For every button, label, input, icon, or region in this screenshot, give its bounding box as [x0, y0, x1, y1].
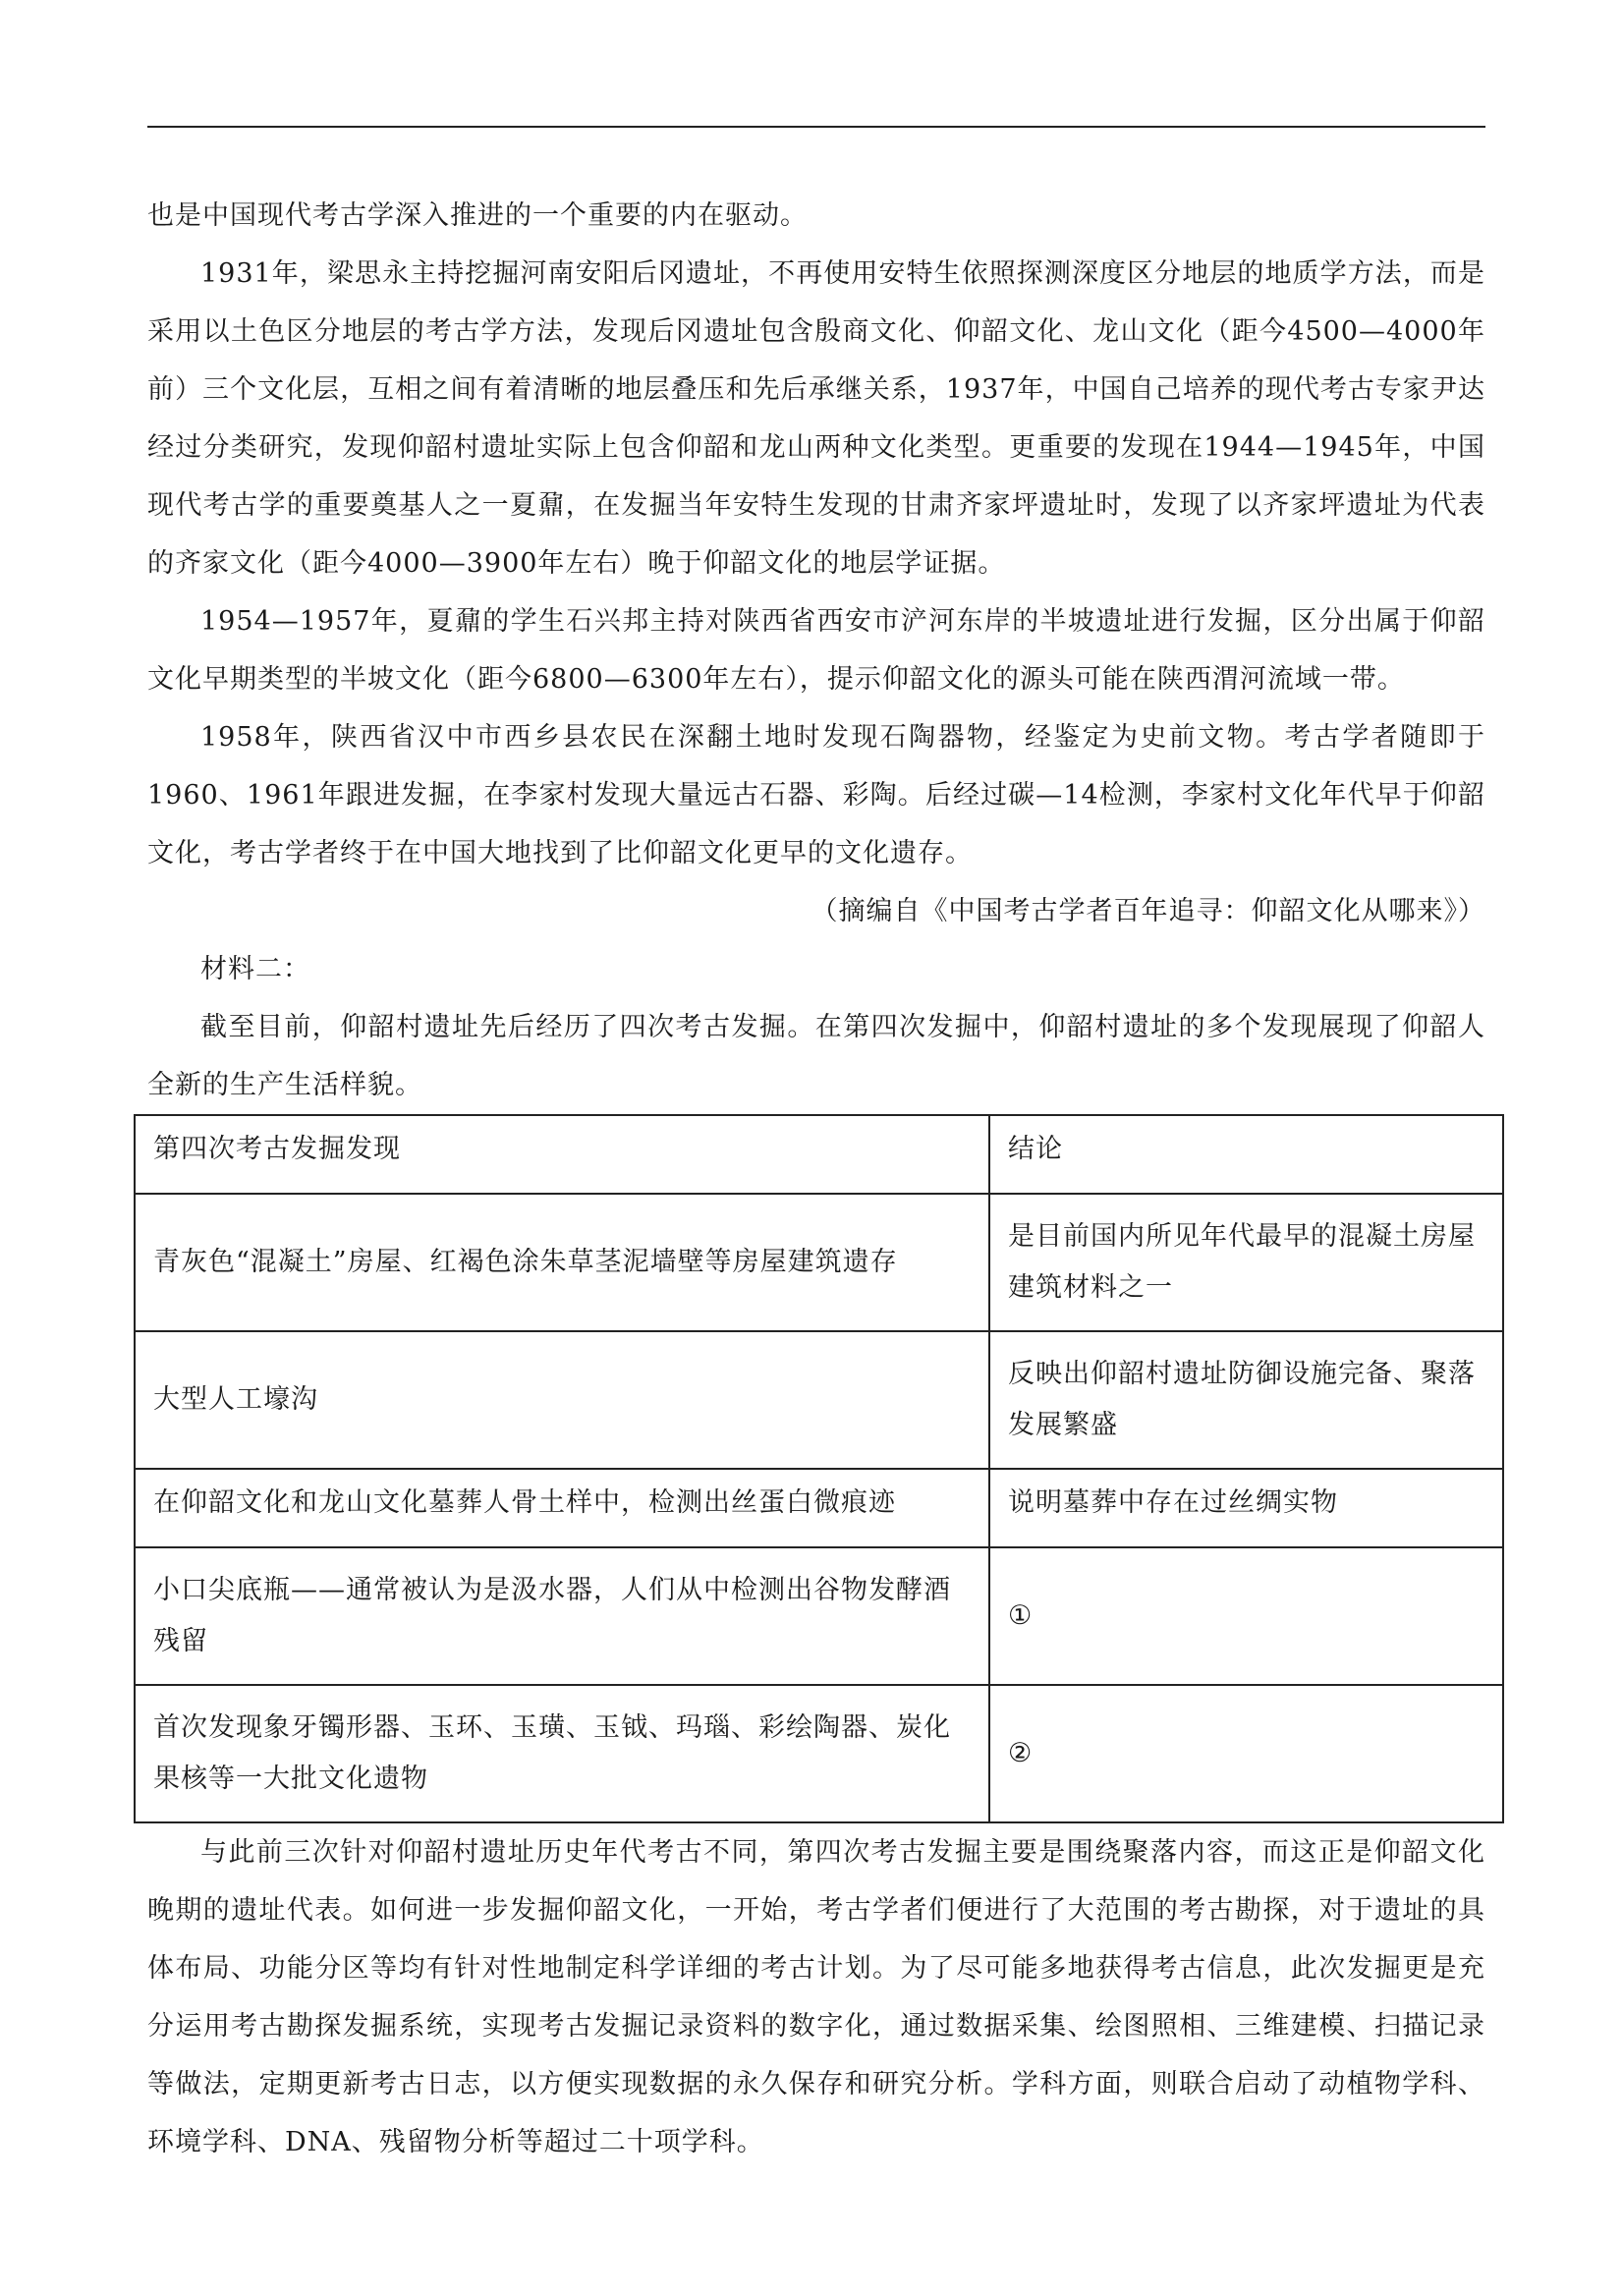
- table-cell-conclusion: 是目前国内所见年代最早的混凝土房屋建筑材料之一: [989, 1194, 1503, 1331]
- material2-label: 材料二：: [200, 954, 310, 984]
- table-row: [135, 1547, 1503, 1685]
- table-cell-finding: 大型人工壕沟: [135, 1331, 989, 1469]
- table-row: [135, 1469, 1503, 1547]
- table-cell-finding: 小口尖底瓶——通常被认为是汲水器，人们从中检测出谷物发酵酒残留: [135, 1547, 989, 1685]
- table-cell-conclusion: 说明墓葬中存在过丝绸实物: [989, 1469, 1503, 1547]
- table-row: [135, 1685, 1503, 1822]
- paragraph-fourth-excavation: 与此前三次针对仰韶村遗址历史年代考古不同，第四次考古发掘主要是围绕聚落内容，而这正是仰韶文化晚期的遗址代表。如何进一步发掘仰韶文化，一开始，考古学者们便进行了大范围的考古勘探，对于遗址的具体布局、功能分区等均有针对性地制定科学详细的考古计划。为了尽可能多地获得考古信息，此次发掘更是充分运用考古勘探发掘系统，实现考古发掘记录资料的数字化，通过数据采集、绘图照相、三维建模、扫描记录等做法，定期更新考古日志，以方便实现数据的永久保存和研究分析。学科方面，则联合启动了动植物学科、环境学科、DNA、残留物分析等超过二十项学科。: [147, 1837, 1485, 2157]
- table-row: [135, 1331, 1503, 1469]
- paragraph-1954: 1954—1957年，夏鼐的学生石兴邦主持对陕西省西安市浐河东岸的半坡遗址进行发掘，区分出属于仰韶文化早期类型的半坡文化（距今6800—6300年左右），提示仰韶文化的源头可能在陕西渭河流域一带。: [147, 606, 1485, 695]
- table-cell-finding: 首次发现象牙镯形器、玉环、玉璜、玉钺、玛瑙、彩绘陶器、炭化果核等一大批文化遗物: [135, 1685, 989, 1822]
- table-cell-blank-2: ②: [989, 1685, 1503, 1822]
- header-rule: [147, 126, 1485, 128]
- paragraph-1958: 1958年，陕西省汉中市西乡县农民在深翻土地时发现石陶器物，经鉴定为史前文物。考古学者随即于1960、1961年跟进发掘，在李家村发现大量远古石器、彩陶。后经过碳—14检测，李家村文化年代早于仰韶文化，考古学者终于在中国大地找到了比仰韶文化更早的文化遗存。: [147, 722, 1485, 868]
- table-cell-conclusion: 反映出仰韶村遗址防御设施完备、聚落发展繁盛: [989, 1331, 1503, 1469]
- table-cell-blank-1: ①: [989, 1547, 1503, 1685]
- table-header-conclusion: 结论: [989, 1115, 1503, 1194]
- table-cell-finding: 在仰韶文化和龙山文化墓葬人骨土样中，检测出丝蛋白微痕迹: [135, 1469, 989, 1547]
- excavation-findings-table: [134, 1114, 1504, 1823]
- table-header-findings: 第四次考古发掘发现: [135, 1115, 989, 1194]
- table-cell-finding: 青灰色“混凝土”房屋、红褐色涂朱草茎泥墙壁等房屋建筑遗存: [135, 1194, 989, 1331]
- table-header-row: [135, 1115, 1503, 1194]
- article-body: [147, 187, 1485, 2171]
- paragraph-continuation: 也是中国现代考古学深入推进的一个重要的内在驱动。: [147, 200, 808, 231]
- paragraph-1931: 1931年，梁思永主持挖掘河南安阳后冈遗址，不再使用安特生依照探测深度区分地层的地质学方法，而是采用以土色区分地层的考古学方法，发现后冈遗址包含殷商文化、仰韶文化、龙山文化（距今4500—4000年前）三个文化层，互相之间有着清晰的地层叠压和先后承继关系，1937年，中国自己培养的现代考古专家尹达经过分类研究，发现仰韶村遗址实际上包含仰韶和龙山两种文化类型。更重要的发现在1944—1945年，中国现代考古学的重要奠基人之一夏鼐，在发掘当年安特生发现的甘肃齐家坪遗址时，发现了以齐家坪遗址为代表的齐家文化（距今4000—3900年左右）晚于仰韶文化的地层学证据。: [147, 258, 1485, 579]
- source-note: （摘编自《中国考古学者百年追寻：仰韶文化从哪来》）: [811, 896, 1485, 926]
- table-row: [135, 1194, 1503, 1331]
- material2-intro: 截至目前，仰韶村遗址先后经历了四次考古发掘。在第四次发掘中，仰韶村遗址的多个发现展现了仰韶人全新的生产生活样貌。: [147, 1012, 1485, 1100]
